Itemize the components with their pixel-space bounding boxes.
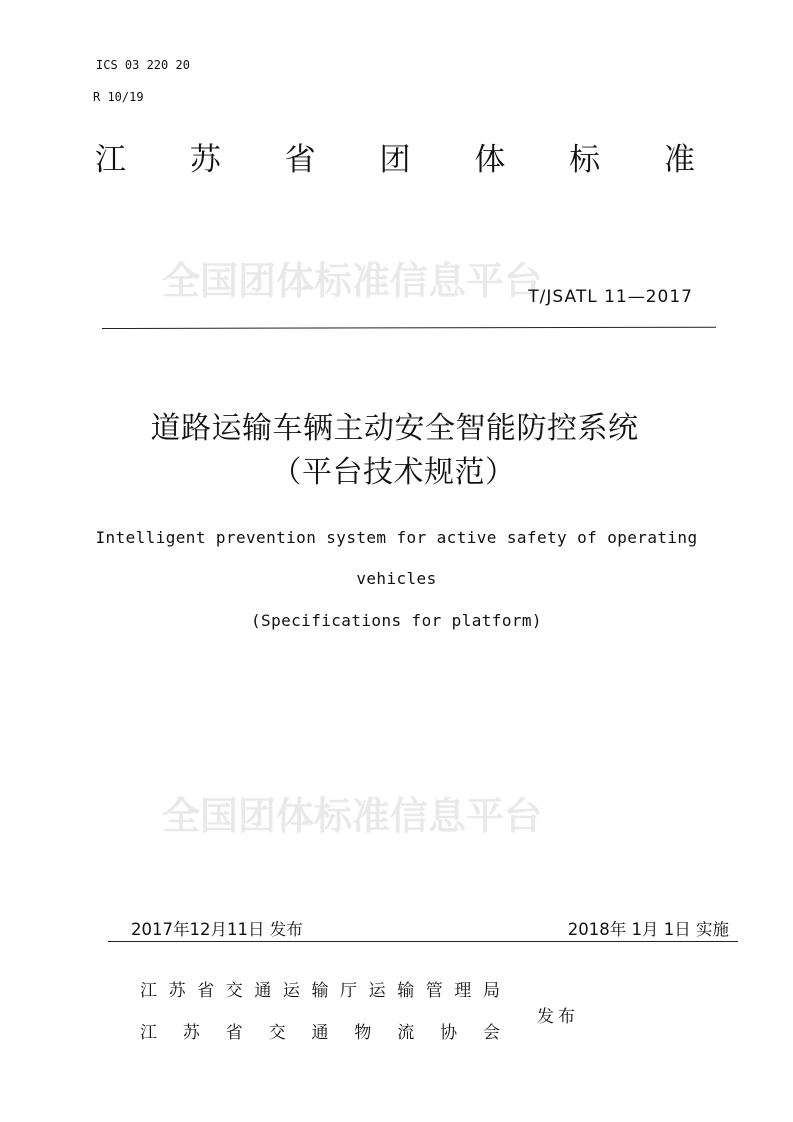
heading-char: 团 (379, 142, 411, 178)
org-char: 协 (440, 1023, 458, 1043)
heading-char: 准 (663, 142, 695, 178)
issuer-org-2 (140, 1018, 500, 1043)
org-char: 省 (197, 981, 215, 1001)
org-char: 交 (268, 1023, 286, 1043)
issue-date: 2017年12月11日 发布 (131, 920, 303, 939)
org-char: 物 (354, 1023, 372, 1043)
org-char: 苏 (168, 981, 186, 1001)
org-char: 运 (368, 981, 386, 1001)
title-en-line2: vehicles (356, 569, 437, 588)
standard-type-heading (95, 134, 695, 179)
org-char: 理 (454, 981, 472, 1001)
title-cn-line2: （平台技术规范） (271, 455, 516, 490)
org-char: 省 (225, 1023, 243, 1043)
org-char: 管 (425, 981, 443, 1001)
heading-char: 体 (474, 142, 506, 178)
org-char: 通 (311, 1023, 329, 1043)
heading-char: 苏 (189, 142, 221, 178)
heading-char: 江 (95, 142, 126, 178)
watermark-top: 全国团体标准信息平台 (162, 259, 543, 303)
org-char: 会 (483, 1023, 500, 1043)
heading-char: 省 (284, 142, 316, 178)
org-char: 输 (311, 981, 329, 1001)
org-char: 厅 (340, 981, 358, 1001)
org-char: 局 (482, 981, 500, 1001)
title-en-line3: (Specifications for platform) (251, 611, 542, 630)
title-en-line1: Intelligent prevention system for active safety of operating (95, 528, 698, 547)
ics-code: ICS 03 220 20 (96, 58, 190, 72)
org-char: 通 (254, 981, 272, 1001)
org-char: 流 (397, 1023, 415, 1043)
title-cn-line1: 道路运输车辆主动安全智能防控系统 (150, 411, 639, 446)
watermark-bottom: 全国团体标准信息平台 (162, 794, 543, 838)
org-char: 交 (225, 981, 243, 1001)
org-char: 江 (140, 981, 157, 1001)
org-char: 输 (397, 981, 415, 1001)
header-divider (102, 327, 716, 329)
org-char: 运 (282, 981, 300, 1001)
classification-code: R 10/19 (93, 90, 144, 104)
footer-divider (108, 941, 738, 942)
implementation-date: 2018年 1月 1日 实施 (567, 920, 729, 939)
org-char: 苏 (182, 1023, 200, 1043)
org-char: 江 (140, 1023, 157, 1043)
heading-char: 标 (569, 142, 601, 178)
publish-label: 发布 (537, 1007, 579, 1027)
issuer-org-1 (140, 976, 500, 1001)
standard-number: T/JSATL 11—2017 (528, 287, 693, 307)
